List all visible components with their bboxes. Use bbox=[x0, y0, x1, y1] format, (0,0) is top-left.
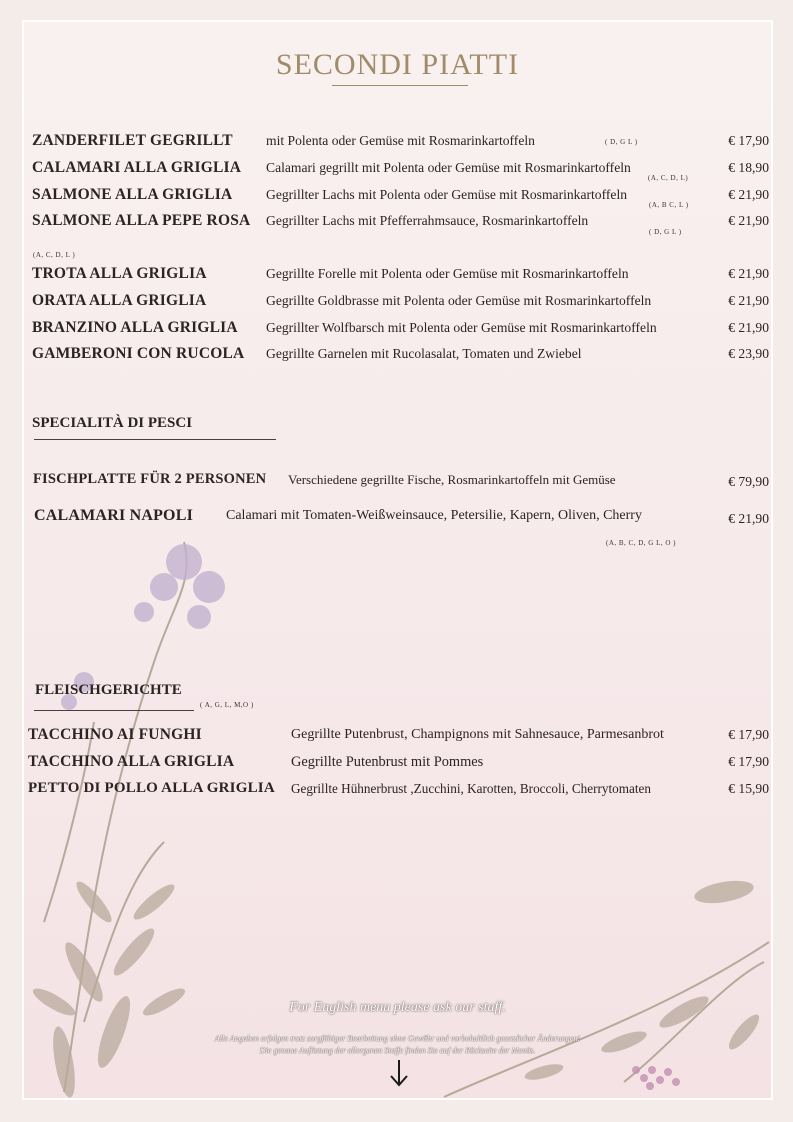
menu-item bbox=[24, 265, 773, 285]
item-price: € 15,90 bbox=[728, 781, 769, 796]
item-description: Calamari gegrillt mit Polenta oder Gemüse mit Rosmarinkartoffeln bbox=[266, 160, 631, 175]
menu-item bbox=[24, 507, 773, 527]
menu-item bbox=[24, 292, 773, 312]
item-description: Gegrillte Putenbrust mit Pommes bbox=[291, 754, 484, 770]
item-price: € 21,90 bbox=[728, 320, 769, 335]
menu-item bbox=[24, 780, 773, 800]
menu-page bbox=[22, 20, 773, 1100]
menu-item bbox=[24, 132, 773, 152]
item-description: Gegrillte Goldbrasse mit Polenta oder Gemüse mit Rosmarinkartoffeln bbox=[266, 293, 652, 308]
item-description: Verschiedene gegrillte Fische, Rosmarinkartoffeln mit Gemüse bbox=[288, 472, 616, 487]
item-description: Gegrillter Lachs mit Pfefferrahmsauce, Rosmarinkartoffeln bbox=[266, 213, 589, 228]
botanical-decoration bbox=[24, 22, 773, 1100]
item-allergens: (A, C, D, L ) bbox=[33, 251, 76, 259]
menu-item bbox=[24, 753, 773, 773]
item-description: Calamari mit Tomaten-Weißweinsauce, Petersilie, Kapern, Oliven, Cherry bbox=[226, 508, 642, 523]
item-price: € 17,90 bbox=[728, 727, 769, 742]
item-name: CALAMARI NAPOLI bbox=[34, 507, 193, 524]
section-allergens: ( A, G, L, M,O ) bbox=[200, 701, 254, 709]
item-name: PETTO DI POLLO ALLA GRIGLIA bbox=[28, 780, 275, 796]
item-price: € 17,90 bbox=[728, 754, 769, 769]
item-description: Gegrillter Wolfbarsch mit Polenta oder Gemüse mit Rosmarinkartoffeln bbox=[266, 320, 657, 335]
item-allergens: (A, B, C, D, G L, O ) bbox=[606, 539, 676, 547]
section-underline bbox=[34, 710, 194, 711]
item-name: ZANDERFILET GEGRILLT bbox=[32, 132, 233, 149]
item-description: Gegrillte Garnelen mit Rucolasalat, Tomaten und Zwiebel bbox=[266, 346, 582, 361]
menu-item bbox=[24, 471, 773, 491]
item-price: € 18,90 bbox=[728, 160, 769, 175]
item-price: € 21,90 bbox=[728, 187, 769, 202]
menu-item bbox=[24, 726, 773, 746]
item-description: Gegrillte Hühnerbrust ,Zucchini, Karotten, Broccoli, Cherrytomaten bbox=[291, 781, 651, 796]
item-name: TACCHINO ALLA GRIGLIA bbox=[28, 753, 235, 770]
section-underline bbox=[34, 439, 276, 440]
item-allergens: (A, C, D, L) bbox=[648, 174, 689, 182]
item-name: ORATA ALLA GRIGLIA bbox=[32, 292, 207, 309]
section-title-meat: FLEISCHGERICHTE bbox=[35, 682, 182, 698]
item-name: FISCHPLATTE FÜR 2 PERSONEN bbox=[33, 471, 267, 487]
item-description: mit Polenta oder Gemüse mit Rosmarinkartoffeln bbox=[266, 133, 535, 148]
menu-item bbox=[24, 345, 773, 365]
item-price: € 79,90 bbox=[728, 474, 769, 489]
item-price: € 21,90 bbox=[728, 266, 769, 281]
item-price: € 17,90 bbox=[728, 133, 769, 148]
arrow-down-icon bbox=[388, 1058, 410, 1088]
item-allergens: ( D, G L ) bbox=[605, 138, 638, 146]
item-description: Gegrillte Forelle mit Polenta oder Gemüse mit Rosmarinkartoffeln bbox=[266, 266, 629, 281]
page-title: SECONDI PIATTI bbox=[275, 48, 520, 81]
item-name: SALMONE ALLA PEPE ROSA bbox=[32, 212, 251, 229]
item-description: Gegrillter Lachs mit Polenta oder Gemüse mit Rosmarinkartoffeln bbox=[266, 187, 628, 202]
item-price: € 21,90 bbox=[728, 511, 769, 526]
item-allergens: ( D, G L ) bbox=[649, 228, 682, 236]
english-menu-note: For English menu please ask our staff. bbox=[289, 1000, 506, 1015]
legal-note-line-1: Alle Angaben erfolgen trotz sorgfältiger Bearbeitung ohne Gewähr und vorbehaltlich gesetzlicher Änderungen! bbox=[214, 1034, 581, 1043]
item-price: € 21,90 bbox=[728, 293, 769, 308]
section-title-fish: SPECIALITÀ DI PESCI bbox=[32, 415, 193, 431]
item-price: € 21,90 bbox=[728, 213, 769, 228]
item-name: TROTA ALLA GRIGLIA bbox=[32, 265, 207, 282]
item-name: TACCHINO AI FUNGHI bbox=[28, 726, 202, 743]
menu-item bbox=[24, 319, 773, 339]
item-name: CALAMARI ALLA GRIGLIA bbox=[32, 159, 242, 176]
title-underline bbox=[332, 85, 468, 86]
item-name: GAMBERONI CON RUCOLA bbox=[32, 345, 245, 362]
item-name: SALMONE ALLA GRIGLIA bbox=[32, 186, 233, 203]
legal-note-line-2: Die genaue Auflistung der allergenen Stoffe finden Sie auf der Rückseite der Menüs. bbox=[259, 1046, 536, 1055]
item-description: Gegrillte Putenbrust, Champignons mit Sahnesauce, Parmesanbrot bbox=[291, 727, 664, 742]
item-price: € 23,90 bbox=[728, 346, 769, 361]
item-allergens: (A, B C, L ) bbox=[649, 201, 689, 209]
item-name: BRANZINO ALLA GRIGLIA bbox=[32, 319, 238, 336]
